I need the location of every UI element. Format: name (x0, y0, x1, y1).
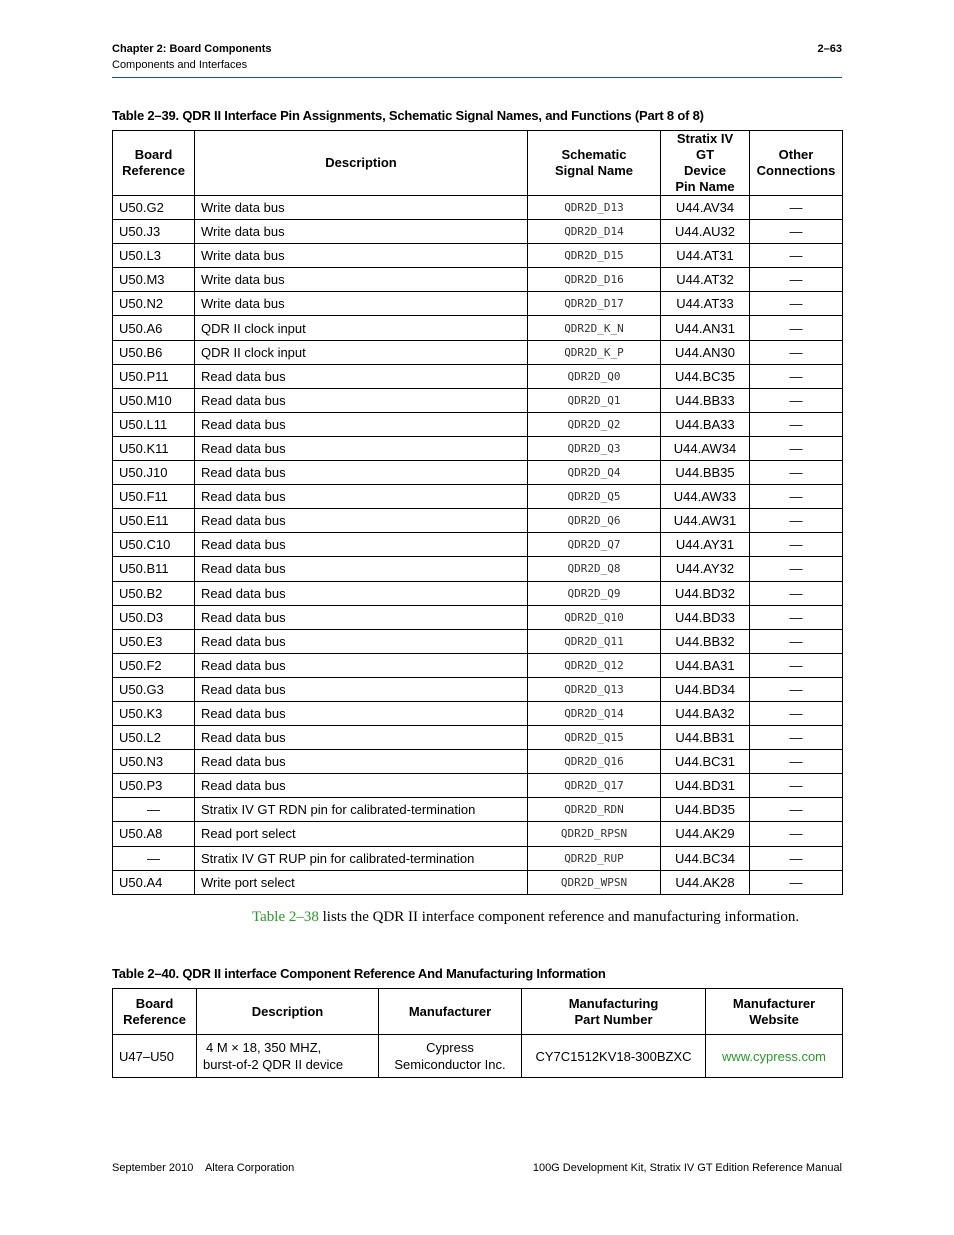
cell-signal-name: QDR2D_Q2 (528, 412, 661, 436)
table-row (113, 846, 843, 870)
cell-other-connections: — (750, 292, 843, 316)
chapter-title: Chapter 2: Board Components (112, 43, 272, 55)
body-paragraph (252, 908, 812, 927)
cell-board-reference: U50.B11 (113, 557, 195, 581)
cell-other-connections: — (750, 629, 843, 653)
cell-signal-name: QDR2D_Q16 (528, 750, 661, 774)
cell-other-connections: — (750, 196, 843, 220)
cell-pin-name: U44.BA32 (661, 701, 750, 725)
cell-pin-name: U44.AY31 (661, 533, 750, 557)
cell-signal-name: QDR2D_RUP (528, 846, 661, 870)
section-title: Components and Interfaces (112, 59, 248, 71)
cell-other-connections: — (750, 846, 843, 870)
cell-pin-name: U44.BB32 (661, 629, 750, 653)
cell-board-reference: U50.B6 (113, 340, 195, 364)
cell-signal-name: QDR2D_K_N (528, 316, 661, 340)
cell-description: Read data bus (195, 653, 528, 677)
cell-signal-name: QDR2D_Q10 (528, 605, 661, 629)
header-description: Description (197, 989, 379, 1035)
cell-signal-name: QDR2D_Q0 (528, 364, 661, 388)
cell-board-reference: U50.G3 (113, 677, 195, 701)
cell-description: Read data bus (195, 701, 528, 725)
pin-assignments-table (112, 130, 843, 895)
cell-signal-name: QDR2D_Q5 (528, 485, 661, 509)
cell-description: Read data bus (195, 629, 528, 653)
cell-board-reference: U50.J3 (113, 220, 195, 244)
cell-board-reference: U50.A4 (113, 870, 195, 894)
cell-pin-name: U44.AK28 (661, 870, 750, 894)
cell-other-connections: — (750, 677, 843, 701)
cell-pin-name: U44.BB35 (661, 461, 750, 485)
cell-description: Read data bus (195, 581, 528, 605)
cell-board-reference: U50.E11 (113, 509, 195, 533)
cell-other-connections: — (750, 533, 843, 557)
header-description: Description (195, 131, 528, 196)
cell-description: Read data bus (195, 412, 528, 436)
cell-signal-name: QDR2D_Q1 (528, 388, 661, 412)
cell-board-reference: U50.F2 (113, 653, 195, 677)
cell-pin-name: U44.BC35 (661, 364, 750, 388)
cell-board-reference: U50.J10 (113, 461, 195, 485)
header-other-connections: Other Connections (750, 131, 843, 196)
cell-signal-name: QDR2D_RDN (528, 798, 661, 822)
cell-other-connections: — (750, 316, 843, 340)
cell-description: QDR II clock input (195, 316, 528, 340)
table-row (113, 412, 843, 436)
cell-pin-name: U44.BD34 (661, 677, 750, 701)
cell-signal-name: QDR2D_Q15 (528, 726, 661, 750)
cell-board-reference: U50.P11 (113, 364, 195, 388)
cell-pin-name: U44.AK29 (661, 822, 750, 846)
cell-other-connections: — (750, 220, 843, 244)
cell-pin-name: U44.AT31 (661, 244, 750, 268)
cell-board-reference: — (113, 798, 195, 822)
cell-description: Stratix IV GT RDN pin for calibrated-termination (195, 798, 528, 822)
cell-description: Read data bus (195, 726, 528, 750)
cell-pin-name: U44.BD35 (661, 798, 750, 822)
component-reference-table (112, 988, 843, 1078)
cell-board-reference: U50.A8 (113, 822, 195, 846)
cell-board-reference: U50.M10 (113, 388, 195, 412)
cell-other-connections: — (750, 653, 843, 677)
cell-signal-name: QDR2D_Q7 (528, 533, 661, 557)
cell-description: Write data bus (195, 220, 528, 244)
table-row (113, 581, 843, 605)
cell-signal-name: QDR2D_D15 (528, 244, 661, 268)
cell-signal-name: QDR2D_D16 (528, 268, 661, 292)
cell-signal-name: QDR2D_Q9 (528, 581, 661, 605)
table-row (113, 196, 843, 220)
cell-board-reference: U50.D3 (113, 605, 195, 629)
cell-board-reference: U50.L3 (113, 244, 195, 268)
table-row (113, 436, 843, 460)
cell-signal-name: QDR2D_K_P (528, 340, 661, 364)
cell-board-reference: U50.E3 (113, 629, 195, 653)
cell-other-connections: — (750, 461, 843, 485)
cell-signal-name: QDR2D_Q13 (528, 677, 661, 701)
cell-description: Write data bus (195, 268, 528, 292)
cell-pin-name: U44.AU32 (661, 220, 750, 244)
cell-other-connections: — (750, 268, 843, 292)
table-cross-reference-link[interactable]: Table 2–38 (252, 909, 319, 925)
table-row (113, 653, 843, 677)
cell-board-reference: — (113, 846, 195, 870)
cell-description: Read data bus (195, 509, 528, 533)
table1-header-row (113, 131, 843, 196)
cell-pin-name: U44.AW31 (661, 509, 750, 533)
cell-board-reference: U50.N3 (113, 750, 195, 774)
header-signal-name: Schematic Signal Name (528, 131, 661, 196)
header-pin-name: Stratix IV GT Device Pin Name (661, 131, 750, 196)
cell-description: QDR II clock input (195, 340, 528, 364)
cell-other-connections: — (750, 581, 843, 605)
cell-pin-name: U44.BD31 (661, 774, 750, 798)
table-row (113, 364, 843, 388)
cell-pin-name: U44.BB33 (661, 388, 750, 412)
cell-description: Write data bus (195, 292, 528, 316)
header-part-number: Manufacturing Part Number (522, 989, 706, 1035)
cell-description: Write port select (195, 870, 528, 894)
cell-pin-name: U44.BC34 (661, 846, 750, 870)
cell-pin-name: U44.AY32 (661, 557, 750, 581)
cell-description: Read data bus (195, 388, 528, 412)
cell-pin-name: U44.BD33 (661, 605, 750, 629)
table-row (113, 340, 843, 364)
cell-pin-name: U44.BC31 (661, 750, 750, 774)
cell-board-reference: U50.L2 (113, 726, 195, 750)
cell-signal-name: QDR2D_Q14 (528, 701, 661, 725)
cell-board-reference: U50.L11 (113, 412, 195, 436)
cell-signal-name: QDR2D_Q12 (528, 653, 661, 677)
cell-description: Read data bus (195, 677, 528, 701)
table2-header-row (113, 989, 843, 1035)
table-row (113, 774, 843, 798)
cell-signal-name: QDR2D_D13 (528, 196, 661, 220)
cell-signal-name: QDR2D_D17 (528, 292, 661, 316)
header-rule (112, 77, 842, 78)
cell-board-reference: U47–U50 (113, 1035, 197, 1078)
cell-other-connections: — (750, 436, 843, 460)
cell-signal-name: QDR2D_Q6 (528, 509, 661, 533)
cell-signal-name: QDR2D_Q8 (528, 557, 661, 581)
cell-pin-name: U44.BD32 (661, 581, 750, 605)
manufacturer-website-link[interactable]: www.cypress.com (706, 1035, 843, 1078)
cell-description: Read data bus (195, 485, 528, 509)
cell-other-connections: — (750, 412, 843, 436)
header-board-reference: Board Reference (113, 989, 197, 1035)
footer-left: September 2010 Altera Corporation (112, 1162, 295, 1174)
cell-other-connections: — (750, 750, 843, 774)
table-row (113, 701, 843, 725)
cell-board-reference: U50.M3 (113, 268, 195, 292)
cell-board-reference: U50.N2 (113, 292, 195, 316)
table-row (113, 292, 843, 316)
cell-description: Read data bus (195, 557, 528, 581)
cell-description: Read data bus (195, 605, 528, 629)
cell-other-connections: — (750, 870, 843, 894)
cell-pin-name: U44.AT32 (661, 268, 750, 292)
header-board-reference: Board Reference (113, 131, 195, 196)
cell-other-connections: — (750, 798, 843, 822)
cell-signal-name: QDR2D_Q3 (528, 436, 661, 460)
table-row (113, 605, 843, 629)
cell-board-reference: U50.G2 (113, 196, 195, 220)
table2-caption: Table 2–40. QDR II interface Component Reference And Manufacturing Information (112, 966, 606, 981)
cell-pin-name: U44.AW33 (661, 485, 750, 509)
table-row (113, 870, 843, 894)
cell-description: Read data bus (195, 364, 528, 388)
cell-board-reference: U50.F11 (113, 485, 195, 509)
cell-description: Read data bus (195, 750, 528, 774)
cell-pin-name: U44.AV34 (661, 196, 750, 220)
cell-board-reference: U50.K11 (113, 436, 195, 460)
cell-other-connections: — (750, 364, 843, 388)
table-row (113, 268, 843, 292)
cell-signal-name: QDR2D_RPSN (528, 822, 661, 846)
cell-pin-name: U44.AN30 (661, 340, 750, 364)
cell-description: Read data bus (195, 436, 528, 460)
cell-manufacturer: Cypress Semiconductor Inc. (379, 1035, 522, 1078)
paragraph-text: lists the QDR II interface component reference and manufacturing information. (318, 909, 800, 925)
cell-other-connections: — (750, 244, 843, 268)
cell-other-connections: — (750, 822, 843, 846)
cell-pin-name: U44.AW34 (661, 436, 750, 460)
cell-description: 4 M × 18, 350 MHZ, burst-of-2 QDR II device (197, 1035, 379, 1078)
table-row (113, 509, 843, 533)
table-row (113, 220, 843, 244)
cell-part-number: CY7C1512KV18-300BZXC (522, 1035, 706, 1078)
cell-pin-name: U44.BA33 (661, 412, 750, 436)
cell-description: Write data bus (195, 244, 528, 268)
footer-right: 100G Development Kit, Stratix IV GT Edition Reference Manual (532, 1162, 842, 1174)
cell-pin-name: U44.AT33 (661, 292, 750, 316)
cell-signal-name: QDR2D_D14 (528, 220, 661, 244)
cell-description: Stratix IV GT RUP pin for calibrated-termination (195, 846, 528, 870)
cell-board-reference: U50.C10 (113, 533, 195, 557)
table-row (113, 726, 843, 750)
table-row (113, 485, 843, 509)
cell-other-connections: — (750, 557, 843, 581)
cell-board-reference: U50.P3 (113, 774, 195, 798)
cell-other-connections: — (750, 509, 843, 533)
table-row (113, 316, 843, 340)
table-row (113, 677, 843, 701)
table-row (113, 822, 843, 846)
cell-board-reference: U50.K3 (113, 701, 195, 725)
table-row (113, 1035, 843, 1078)
table1-caption: Table 2–39. QDR II Interface Pin Assignments, Schematic Signal Names, and Functions (Part 8 of 8) (112, 108, 704, 123)
table-row (113, 557, 843, 581)
cell-description: Read port select (195, 822, 528, 846)
cell-description: Read data bus (195, 774, 528, 798)
cell-other-connections: — (750, 701, 843, 725)
table-row (113, 798, 843, 822)
header-website: Manufacturer Website (706, 989, 843, 1035)
table-row (113, 750, 843, 774)
cell-board-reference: U50.A6 (113, 316, 195, 340)
table-row (113, 244, 843, 268)
cell-signal-name: QDR2D_Q11 (528, 629, 661, 653)
cell-other-connections: — (750, 388, 843, 412)
cell-description: Read data bus (195, 461, 528, 485)
table-row (113, 533, 843, 557)
cell-other-connections: — (750, 605, 843, 629)
cell-signal-name: QDR2D_Q17 (528, 774, 661, 798)
cell-description: Read data bus (195, 533, 528, 557)
cell-pin-name: U44.BA31 (661, 653, 750, 677)
cell-board-reference: U50.B2 (113, 581, 195, 605)
table-row (113, 388, 843, 412)
page-number: 2–63 (817, 43, 842, 55)
cell-signal-name: QDR2D_Q4 (528, 461, 661, 485)
cell-other-connections: — (750, 340, 843, 364)
header-manufacturer: Manufacturer (379, 989, 522, 1035)
table-row (113, 629, 843, 653)
cell-signal-name: QDR2D_WPSN (528, 870, 661, 894)
table-row (113, 461, 843, 485)
cell-pin-name: U44.BB31 (661, 726, 750, 750)
cell-other-connections: — (750, 774, 843, 798)
cell-pin-name: U44.AN31 (661, 316, 750, 340)
cell-other-connections: — (750, 726, 843, 750)
cell-other-connections: — (750, 485, 843, 509)
cell-description: Write data bus (195, 196, 528, 220)
